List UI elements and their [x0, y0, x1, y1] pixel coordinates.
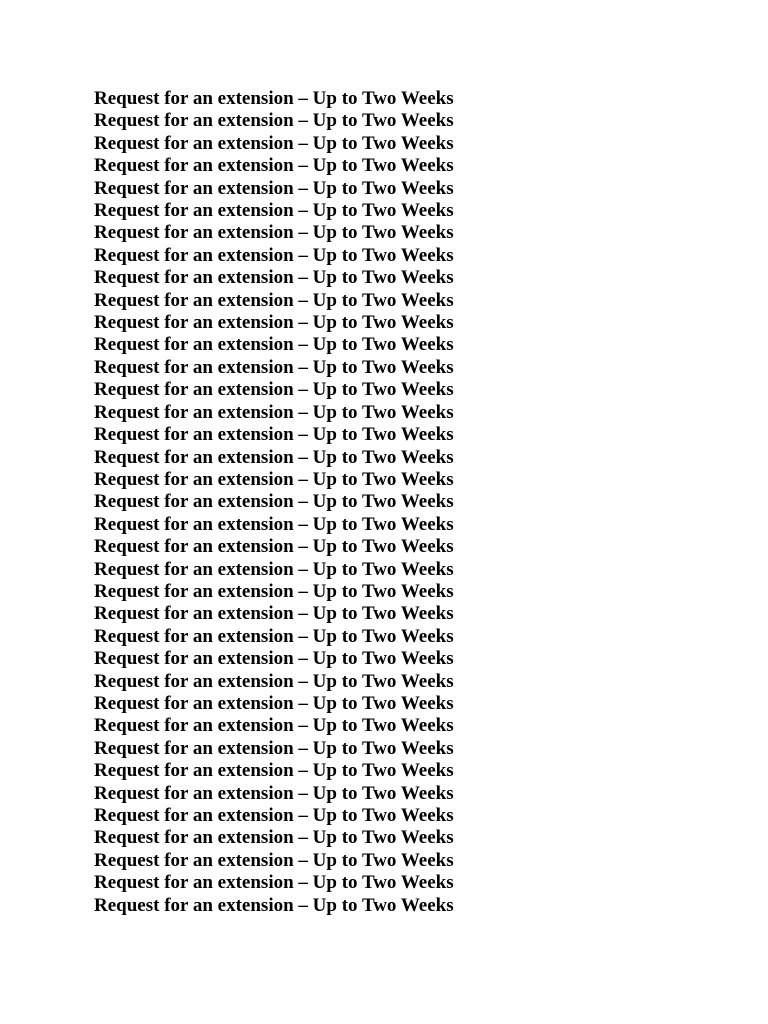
document-line: Request for an extension – Up to Two Weeks	[94, 155, 454, 177]
document-line: Request for an extension – Up to Two Weeks	[94, 805, 454, 826]
document-line: Request for an extension – Up to Two Weeks	[94, 670, 454, 692]
document-page	[94, 88, 694, 917]
document-line: Request for an extension – Up to Two Weeks	[94, 737, 454, 759]
document-line: Request for an extension – Up to Two Weeks	[94, 715, 454, 737]
document-line: Request for an extension – Up to Two Weeks	[94, 424, 454, 446]
document-line: Request for an extension – Up to Two Weeks	[94, 110, 454, 132]
document-line: Request for an extension – Up to Two Weeks	[94, 580, 454, 602]
document-line: Request for an extension – Up to Two Weeks	[94, 603, 454, 625]
document-line: Request for an extension – Up to Two Weeks	[94, 491, 454, 513]
document-line: Request for an extension – Up to Two Weeks	[94, 446, 454, 468]
document-line: Request for an extension – Up to Two Weeks	[94, 334, 454, 356]
document-line: Request for an extension – Up to Two Weeks	[94, 267, 454, 289]
document-line: Request for an extension – Up to Two Weeks	[94, 894, 454, 916]
document-line: Request for an extension – Up to Two Weeks	[94, 625, 454, 647]
document-line: Request for an extension – Up to Two Weeks	[94, 849, 454, 871]
document-line: Request for an extension – Up to Two Weeks	[94, 356, 454, 378]
document-line: Request for an extension – Up to Two Weeks	[94, 536, 454, 558]
document-line: Request for an extension – Up to Two Weeks	[94, 827, 454, 849]
document-line: Request for an extension – Up to Two Weeks	[94, 692, 454, 714]
document-line: Request for an extension – Up to Two Weeks	[94, 401, 454, 423]
document-line: Request for an extension – Up to Two Weeks	[94, 177, 454, 199]
document-line: Request for an extension – Up to Two Weeks	[94, 782, 454, 804]
document-line: Request for an extension – Up to Two Weeks	[94, 648, 454, 670]
document-line: Request for an extension – Up to Two Weeks	[94, 312, 454, 334]
document-line: Request for an extension – Up to Two Weeks	[94, 513, 454, 535]
document-line: Request for an extension – Up to Two Weeks	[94, 289, 454, 311]
document-line: Request for an extension – Up to Two Weeks	[94, 88, 454, 109]
document-line: Request for an extension – Up to Two Weeks	[94, 558, 454, 580]
document-line: Request for an extension – Up to Two Weeks	[94, 244, 454, 266]
document-line: Request for an extension – Up to Two Weeks	[94, 132, 454, 154]
document-line: Request for an extension – Up to Two Weeks	[94, 222, 454, 244]
document-line: Request for an extension – Up to Two Weeks	[94, 200, 454, 222]
document-line: Request for an extension – Up to Two Weeks	[94, 468, 454, 490]
document-line: Request for an extension – Up to Two Weeks	[94, 760, 454, 782]
document-line: Request for an extension – Up to Two Weeks	[94, 872, 454, 894]
document-line: Request for an extension – Up to Two Weeks	[94, 379, 454, 401]
